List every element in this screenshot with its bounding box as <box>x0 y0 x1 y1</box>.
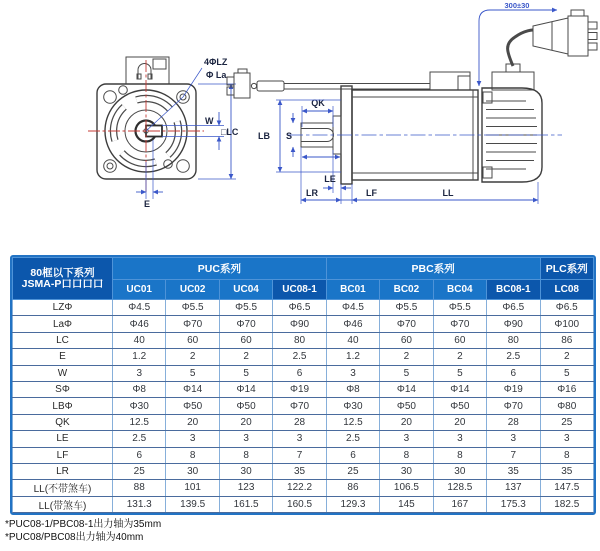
table-cell: 40 <box>326 332 379 348</box>
table-cell: 35 <box>540 463 594 479</box>
table-cell: 2 <box>433 349 486 365</box>
col-header-uc04: UC04 <box>219 280 272 300</box>
table-cell: 161.5 <box>219 496 272 512</box>
table-row <box>13 365 594 381</box>
dimension-drawing <box>0 0 600 252</box>
table-cell: 5 <box>433 365 486 381</box>
col-header-bc02: BC02 <box>380 280 433 300</box>
dim-label-lr: LR <box>306 188 318 198</box>
table-cell: Φ14 <box>219 381 272 397</box>
table-cell: Φ14 <box>166 381 219 397</box>
group-header-puc: PUC系列 <box>113 258 327 280</box>
table-cell: 60 <box>433 332 486 348</box>
table-cell: 137 <box>487 480 540 496</box>
col-header-uc01: UC01 <box>113 280 166 300</box>
table-cell: 8 <box>219 447 272 463</box>
table-cell: Φ19 <box>487 381 540 397</box>
table-cell: 129.3 <box>326 496 379 512</box>
row-label: LBΦ <box>13 398 113 414</box>
table-cell: 2 <box>166 349 219 365</box>
table-corner-header <box>13 258 113 300</box>
side-dimensions <box>258 1 557 204</box>
table-cell: 3 <box>326 365 379 381</box>
table-cell: 145 <box>380 496 433 512</box>
table-cell: 7 <box>273 447 326 463</box>
table-cell: 80 <box>487 332 540 348</box>
table-cell: Φ90 <box>273 316 326 332</box>
row-label: SΦ <box>13 381 113 397</box>
table-cell: Φ50 <box>433 398 486 414</box>
table-cell: 5 <box>380 365 433 381</box>
table-cell: 139.5 <box>166 496 219 512</box>
table-row <box>13 480 594 496</box>
table-cell: 8 <box>166 447 219 463</box>
mount-hole <box>177 160 190 173</box>
table-row <box>13 300 594 316</box>
table-cell: 8 <box>540 447 594 463</box>
table-cell: Φ14 <box>433 381 486 397</box>
table-cell: 3 <box>380 431 433 447</box>
dim-label-qk: QK <box>311 98 325 108</box>
col-header-bc08-1: BC08-1 <box>487 280 540 300</box>
table-cell: 30 <box>433 463 486 479</box>
table-cell: 1.2 <box>113 349 166 365</box>
table-cell: 2.5 <box>113 431 166 447</box>
table-cell: 3 <box>487 431 540 447</box>
table-cell: 6 <box>326 447 379 463</box>
footnote-2: *PUC08/PBC08出力轴为40mm <box>5 532 144 543</box>
row-label: QK <box>13 414 113 430</box>
table-cell: Φ19 <box>273 381 326 397</box>
connector-pin <box>588 43 597 50</box>
table-cell: Φ70 <box>166 316 219 332</box>
table-row <box>13 496 594 512</box>
table-cell: 2.5 <box>326 431 379 447</box>
table-cell: Φ30 <box>326 398 379 414</box>
table-row <box>13 398 594 414</box>
table-row <box>13 414 594 430</box>
table-cell: Φ70 <box>273 398 326 414</box>
table-cell: 3 <box>219 431 272 447</box>
table-cell: Φ14 <box>380 381 433 397</box>
group-header-plc: PLC系列 <box>540 258 594 280</box>
table-cell: Φ5.5 <box>380 300 433 316</box>
table-cell: Φ5.5 <box>433 300 486 316</box>
front-connector <box>126 57 169 84</box>
row-label: LF <box>13 447 113 463</box>
row-label: LL(带煞车) <box>13 496 113 512</box>
row-label: LZΦ <box>13 300 113 316</box>
table-cell: 147.5 <box>540 480 594 496</box>
row-label: LL(不带煞车) <box>13 480 113 496</box>
table-cell: 167 <box>433 496 486 512</box>
table-header <box>13 258 594 300</box>
table-cell: 3 <box>433 431 486 447</box>
table-cell: 5 <box>166 365 219 381</box>
dim-label-ll: LL <box>442 188 454 198</box>
table-cell: 88 <box>113 480 166 496</box>
table-cell: 7 <box>487 447 540 463</box>
table-cell: 60 <box>166 332 219 348</box>
table-cell: 2 <box>219 349 272 365</box>
table-cell: 8 <box>380 447 433 463</box>
dim-label-le: LE <box>324 174 336 184</box>
table-cell: 28 <box>273 414 326 430</box>
row-label: LaΦ <box>13 316 113 332</box>
footnote-1: *PUC08-1/PBC08-1出力轴为35mm <box>5 519 162 530</box>
table-cell: 175.3 <box>487 496 540 512</box>
group-header-pbc: PBC系列 <box>326 258 540 280</box>
corner-line1: 80框以下系列 <box>30 266 95 279</box>
table-cell: Φ6.5 <box>273 300 326 316</box>
col-header-bc04: BC04 <box>433 280 486 300</box>
table-cell: Φ50 <box>166 398 219 414</box>
table-cell: 40 <box>113 332 166 348</box>
row-label: E <box>13 349 113 365</box>
table-cell: 25 <box>113 463 166 479</box>
table-cell: 86 <box>326 480 379 496</box>
table-cell: 80 <box>273 332 326 348</box>
dim-label-holes: 4ΦLZ <box>204 57 228 67</box>
corner-line2: JSMA-P口口口口 <box>21 277 104 290</box>
table-cell: Φ70 <box>433 316 486 332</box>
spec-table <box>12 257 594 513</box>
spec-table-wrap <box>10 255 596 515</box>
dim-label-lb: LB <box>258 131 270 141</box>
table-cell: Φ70 <box>380 316 433 332</box>
table-cell: 12.5 <box>326 414 379 430</box>
table-cell: 25 <box>540 414 594 430</box>
table-cell: 12.5 <box>113 414 166 430</box>
dim-label-w: W <box>205 116 214 126</box>
table-cell: 122.2 <box>273 480 326 496</box>
table-cell: Φ4.5 <box>326 300 379 316</box>
brake-cable <box>227 69 430 98</box>
table-body <box>13 300 594 513</box>
table-cell: 3 <box>273 431 326 447</box>
dim-label-e: E <box>143 199 151 209</box>
cable-gland <box>430 72 470 90</box>
table-row <box>13 431 594 447</box>
mount-hole <box>104 91 117 104</box>
connector-pin <box>588 33 597 40</box>
table-cell: Φ16 <box>540 381 594 397</box>
dim-label-cable-length: 300±30 <box>504 1 530 10</box>
table-cell: 2.5 <box>487 349 540 365</box>
table-cell: 182.5 <box>540 496 594 512</box>
table-cell: 5 <box>219 365 272 381</box>
row-label: LE <box>13 431 113 447</box>
table-cell: 160.5 <box>273 496 326 512</box>
table-cell: 30 <box>219 463 272 479</box>
row-label: W <box>13 365 113 381</box>
connector-pin <box>588 22 597 29</box>
table-cell: 3 <box>113 365 166 381</box>
table-cell: 128.5 <box>433 480 486 496</box>
table-cell: 1.2 <box>326 349 379 365</box>
table-cell: Φ50 <box>219 398 272 414</box>
table-cell: Φ6.5 <box>540 300 594 316</box>
table-cell: Φ5.5 <box>219 300 272 316</box>
table-cell: Φ100 <box>540 316 594 332</box>
table-cell: 2 <box>380 349 433 365</box>
table-row <box>13 381 594 397</box>
table-cell: 20 <box>380 414 433 430</box>
table-cell: 35 <box>273 463 326 479</box>
table-cell: 106.5 <box>380 480 433 496</box>
table-cell: 6 <box>487 365 540 381</box>
dim-label-lc: □LC <box>221 127 239 137</box>
table-cell: 20 <box>219 414 272 430</box>
table-cell: Φ8 <box>326 381 379 397</box>
table-cell: Φ6.5 <box>487 300 540 316</box>
power-connector <box>533 10 597 56</box>
dim-label-s: S <box>285 131 293 141</box>
table-cell: 20 <box>166 414 219 430</box>
dim-label-bolt-circle: Φ La <box>206 70 227 80</box>
table-cell: 3 <box>166 431 219 447</box>
table-cell: Φ8 <box>113 381 166 397</box>
table-cell: 30 <box>166 463 219 479</box>
table-row <box>13 349 594 365</box>
table-cell: 2 <box>540 349 594 365</box>
table-cell: 60 <box>219 332 272 348</box>
footnotes <box>5 518 161 544</box>
table-cell: 25 <box>326 463 379 479</box>
table-cell: Φ70 <box>487 398 540 414</box>
table-cell: Φ30 <box>113 398 166 414</box>
table-cell: 5 <box>540 365 594 381</box>
table-cell: Φ5.5 <box>166 300 219 316</box>
side-view <box>227 10 597 184</box>
table-cell: Φ46 <box>326 316 379 332</box>
table-cell: Φ90 <box>487 316 540 332</box>
table-cell: 20 <box>433 414 486 430</box>
table-cell: 28 <box>487 414 540 430</box>
table-cell: 3 <box>540 431 594 447</box>
table-cell: 6 <box>273 365 326 381</box>
table-cell: Φ70 <box>219 316 272 332</box>
table-cell: 60 <box>380 332 433 348</box>
table-cell: 86 <box>540 332 594 348</box>
table-row <box>13 447 594 463</box>
table-cell: Φ80 <box>540 398 594 414</box>
table-cell: Φ50 <box>380 398 433 414</box>
table-row <box>13 316 594 332</box>
dim-label-lf: LF <box>366 188 377 198</box>
table-row <box>13 332 594 348</box>
table-cell: 30 <box>380 463 433 479</box>
col-header-bc01: BC01 <box>326 280 379 300</box>
table-row <box>13 463 594 479</box>
table-cell: 101 <box>166 480 219 496</box>
table-cell: 6 <box>113 447 166 463</box>
row-label: LR <box>13 463 113 479</box>
row-label: LC <box>13 332 113 348</box>
table-cell: Φ4.5 <box>113 300 166 316</box>
table-cell: 35 <box>487 463 540 479</box>
table-cell: 8 <box>433 447 486 463</box>
table-cell: 123 <box>219 480 272 496</box>
mount-hole <box>104 160 117 173</box>
table-cell: 2.5 <box>273 349 326 365</box>
col-header-lc08: LC08 <box>540 280 594 300</box>
col-header-uc02: UC02 <box>166 280 219 300</box>
table-cell: 131.3 <box>113 496 166 512</box>
table-cell: Φ46 <box>113 316 166 332</box>
col-header-uc08-1: UC08-1 <box>273 280 326 300</box>
